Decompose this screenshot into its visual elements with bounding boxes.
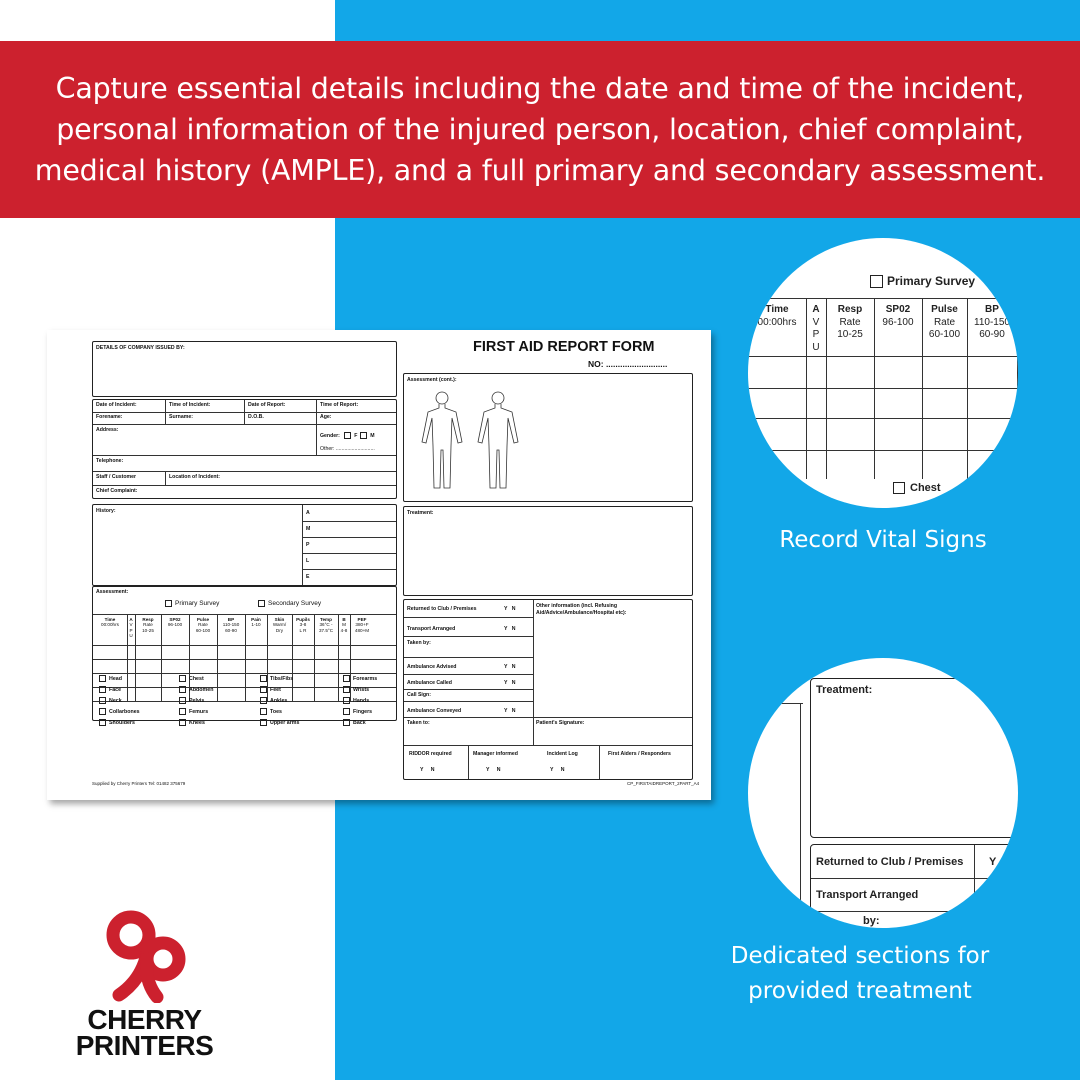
zoom-returned-label: Returned to Club / Premises [816, 856, 964, 868]
form-title: FIRST AID REPORT FORM [473, 339, 655, 355]
first-aiders-label: First Aiders / Responders [608, 751, 671, 757]
body-part-checkbox[interactable]: Face [99, 686, 121, 693]
body-part-checkbox[interactable]: Neck [99, 697, 122, 704]
staff-customer-label: Staff / Customer [96, 474, 137, 480]
taken-by-label: Taken by: [407, 640, 431, 646]
caption-treatment [705, 939, 1015, 1009]
assessment-label: Assessment: [96, 589, 129, 595]
telephone-label: Telephone: [96, 458, 124, 464]
ambulance-conveyed-label: Ambulance Conveyed [407, 708, 462, 714]
forename-label: Forename: [96, 414, 123, 420]
ambulance-conveyed-yn[interactable]: Y N [504, 708, 516, 714]
zoom-vitals-circle [748, 238, 1018, 508]
zoom-taken-by-label: by: [863, 915, 880, 927]
body-part-checkbox[interactable]: Hands [343, 697, 369, 704]
manager-yn[interactable]: Y N [486, 767, 501, 773]
time-of-report-label: Time of Report: [320, 402, 359, 408]
personal-details-box [92, 399, 397, 499]
vitals-header-cell: Pulse Rate 60-100 [195, 617, 211, 633]
zoom-vitals-header-cell: Resp Rate 10-25 [837, 304, 863, 340]
transport-label: Transport Arranged [407, 626, 456, 632]
ambulance-advised-yn[interactable]: Y N [504, 664, 516, 670]
form-number: NO: .......................... [588, 359, 668, 369]
body-part-checkbox[interactable]: Feet [260, 686, 281, 693]
supplied-by: Supplied by Cherry Printers Tel: 01482 375679 [92, 781, 186, 786]
assessment-cont-box [403, 373, 693, 502]
vitals-header-cell: Resp Rate 10-25 [142, 617, 154, 633]
caption-treatment-line-1: Dedicated sections for [730, 943, 990, 969]
assessment-cont-label: Assessment (cont.): [407, 377, 457, 383]
body-part-checkbox[interactable]: Tibs/Fibs [260, 675, 293, 682]
treatment-label: Treatment: [407, 510, 434, 516]
taken-to-label: Taken to: [407, 720, 430, 726]
ample-p: P [306, 542, 310, 548]
zoom-chest-option: Chest [893, 482, 941, 494]
transport-yn[interactable]: Y N [504, 626, 516, 632]
gender-f-checkbox[interactable] [344, 432, 351, 439]
zoom-returned-y: Y [989, 856, 997, 868]
history-box [92, 504, 397, 586]
body-part-checkbox[interactable]: Head [99, 675, 122, 682]
secondary-survey-option[interactable]: Secondary Survey [258, 600, 321, 607]
incident-log-label: Incident Log [547, 751, 578, 757]
body-part-checkbox[interactable]: Chest [179, 675, 204, 682]
body-part-checkbox[interactable]: Collarbones [99, 708, 140, 715]
vitals-header-cell: Temp 36°C - 37.5°C [318, 617, 334, 633]
riddor-label: RIDDOR required [409, 751, 452, 757]
headline-banner [0, 41, 1080, 218]
incident-log-yn[interactable]: Y N [550, 767, 565, 773]
vitals-header-cell: Pain 1-10 [251, 617, 261, 628]
logo-line-1: CHERRY [87, 1004, 202, 1035]
patient-signature-label: Patient's Signature: [536, 720, 585, 726]
body-part-checkbox[interactable]: Fingers [343, 708, 372, 715]
gender-m-checkbox[interactable] [360, 432, 367, 439]
form-code: CP_FIRSTAIDREPORT_2PART_A4 [627, 781, 700, 786]
body-part-checkbox[interactable]: Upper arms [260, 719, 299, 726]
zoom-vitals-header-cell: SP02 96-100 [882, 304, 914, 328]
headline-line-2: personal information of the injured person, location, chief complaint, [56, 113, 1024, 146]
manager-label: Manager informed [473, 751, 518, 757]
ambulance-called-label: Ambulance Called [407, 680, 452, 686]
assessment-box [92, 586, 397, 726]
zoom-outcome-box [810, 844, 1018, 928]
body-part-checkbox[interactable]: Abdomen [179, 686, 213, 693]
vitals-header-cell: PEF 380+F 480+M [354, 617, 370, 633]
primary-survey-option[interactable]: Primary Survey [165, 600, 219, 607]
date-of-incident-label: Date of Incident: [96, 402, 137, 408]
body-part-checkbox[interactable]: Back [343, 719, 366, 726]
vitals-header-cell: B M 4-8 [340, 617, 348, 633]
caption-treatment-line-2: provided treatment [748, 978, 972, 1004]
logo-line-2: PRINTERS [75, 1030, 214, 1061]
surname-label: Surname: [169, 414, 193, 420]
date-of-report-label: Date of Report: [248, 402, 286, 408]
ample-m: M [306, 526, 311, 532]
zoom-transport-label: Transport Arranged [816, 889, 919, 901]
company-box [92, 341, 397, 397]
zoom-treatment-label: Treatment: [816, 684, 873, 696]
returned-label: Returned to Club / Premises [407, 606, 477, 612]
returned-yn[interactable]: Y N [504, 606, 516, 612]
zoom-vitals-header-cell: Time 00:00hrs [757, 304, 797, 328]
zoom-primary-survey: Primary Survey [870, 274, 975, 288]
zoom-treatment-circle [748, 658, 1018, 928]
other-info-label: Other information (incl. Refusing Aid/Advice/Ambulance/Hospital etc): [536, 603, 627, 616]
treatment-box [403, 506, 693, 596]
body-part-checkbox[interactable]: Wrists [343, 686, 369, 693]
zoom-vitals-header-cell: Pulse Rate 60-100 [928, 304, 961, 340]
chief-complaint-label: Chief Complaint: [96, 488, 138, 494]
headline-line-1: Capture essential details including the date and time of the incident, [55, 72, 1025, 105]
body-part-checkbox[interactable]: Pelvis [179, 697, 204, 704]
dob-label: D.O.B. [248, 414, 264, 420]
ample-e: E [306, 574, 310, 580]
first-aid-form [47, 330, 711, 800]
zoom-vitals-header-cell: A V P U [812, 304, 820, 353]
location-label: Location of Incident: [169, 474, 221, 480]
time-of-incident-label: Time of Incident: [169, 402, 211, 408]
outcome-box [403, 599, 693, 780]
vitals-header-cell: SP02 96-100 [167, 617, 183, 628]
caption-vital-signs: Record Vital Signs [779, 527, 987, 553]
address-label: Address: [96, 427, 119, 433]
gender-label: Gender: F M [320, 432, 375, 439]
body-part-checkbox[interactable]: Shoulders [99, 719, 135, 726]
vitals-header-cell: A V P U [129, 617, 133, 639]
ample-l: L [306, 558, 310, 564]
ambulance-called-yn[interactable]: Y N [504, 680, 516, 686]
ambulance-advised-label: Ambulance Advised [407, 664, 457, 670]
call-sign-label: Call Sign: [407, 692, 431, 698]
other-gender-label: Other: ........................... [320, 446, 375, 452]
ample-a: A [306, 510, 310, 516]
vitals-header-cell: Pupils 3-8 L R [296, 617, 310, 633]
vitals-header-cell: BP 110-150 60-90 [222, 617, 240, 633]
body-part-checkbox[interactable]: Forearms [343, 675, 377, 682]
zoom-treatment-box [810, 678, 1018, 838]
body-part-checkbox[interactable]: Femurs [179, 708, 208, 715]
body-part-checkbox[interactable]: Knees [179, 719, 205, 726]
riddor-yn[interactable]: Y N [420, 767, 435, 773]
cherry-logo-icon [97, 903, 197, 1003]
headline-line-3: medical history (AMPLE), and a full primary and secondary assessment. [34, 154, 1046, 187]
zoom-vitals-header-cell: BP 110-150 60-90 [974, 304, 1010, 340]
logo-wordmark [62, 1004, 227, 1061]
body-part-checkbox[interactable]: Toes [260, 708, 282, 715]
age-label: Age: [320, 414, 332, 420]
vitals-header-cell: Skin Warm/ Dry [272, 617, 287, 633]
body-diagram-icon [410, 386, 530, 498]
company-label: DETAILS OF COMPANY ISSUED BY: [96, 345, 185, 351]
vitals-header-cell: Time 00:00hrs [101, 617, 119, 628]
cherry-printers-logo [62, 903, 227, 1063]
body-part-checkbox[interactable]: Ankles [260, 697, 287, 704]
history-label: History: [96, 508, 116, 514]
